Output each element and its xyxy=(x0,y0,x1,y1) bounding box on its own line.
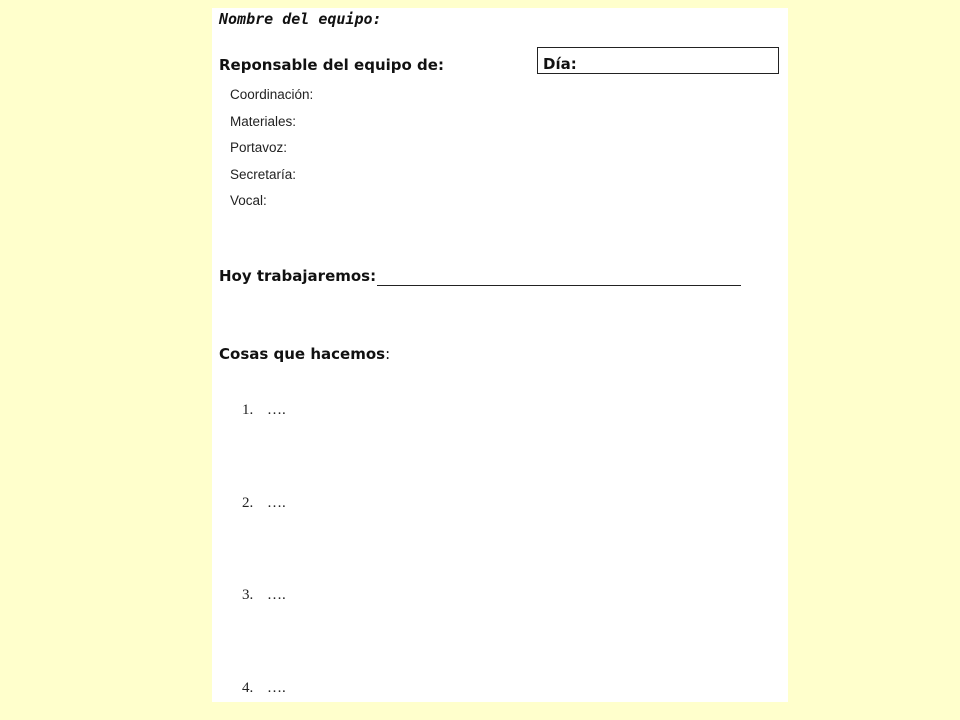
role-vocal: Vocal: xyxy=(230,193,267,208)
list-item-text: …. xyxy=(267,495,286,511)
things-heading-text: Cosas que hacemos xyxy=(219,345,386,363)
role-secretary: Secretaría: xyxy=(230,167,297,182)
list-item-number: 2. xyxy=(242,495,254,511)
today-heading: Hoy trabajaremos: xyxy=(219,267,377,285)
today-fill-line xyxy=(377,285,741,286)
list-item-number: 4. xyxy=(242,680,254,696)
role-coordination: Coordinación: xyxy=(230,87,314,102)
list-item-number: 3. xyxy=(242,587,254,603)
worksheet-page xyxy=(212,8,788,702)
list-item xyxy=(242,495,286,512)
list-item-text: …. xyxy=(267,402,286,418)
list-item xyxy=(242,587,286,604)
list-item-number: 1. xyxy=(242,402,254,418)
list-item-text: …. xyxy=(267,680,286,696)
list-item-text: …. xyxy=(267,587,286,603)
things-heading-colon: : xyxy=(385,345,391,363)
role-spokesperson: Portavoz: xyxy=(230,140,288,155)
things-heading xyxy=(219,345,390,363)
responsible-heading: Reponsable del equipo de: xyxy=(219,56,444,74)
team-name-label: Nombre del equipo: xyxy=(219,10,382,28)
list-item xyxy=(242,680,286,697)
day-box xyxy=(537,47,779,74)
day-label: Día: xyxy=(543,55,577,73)
role-materials: Materiales: xyxy=(230,114,297,129)
list-item xyxy=(242,402,286,419)
